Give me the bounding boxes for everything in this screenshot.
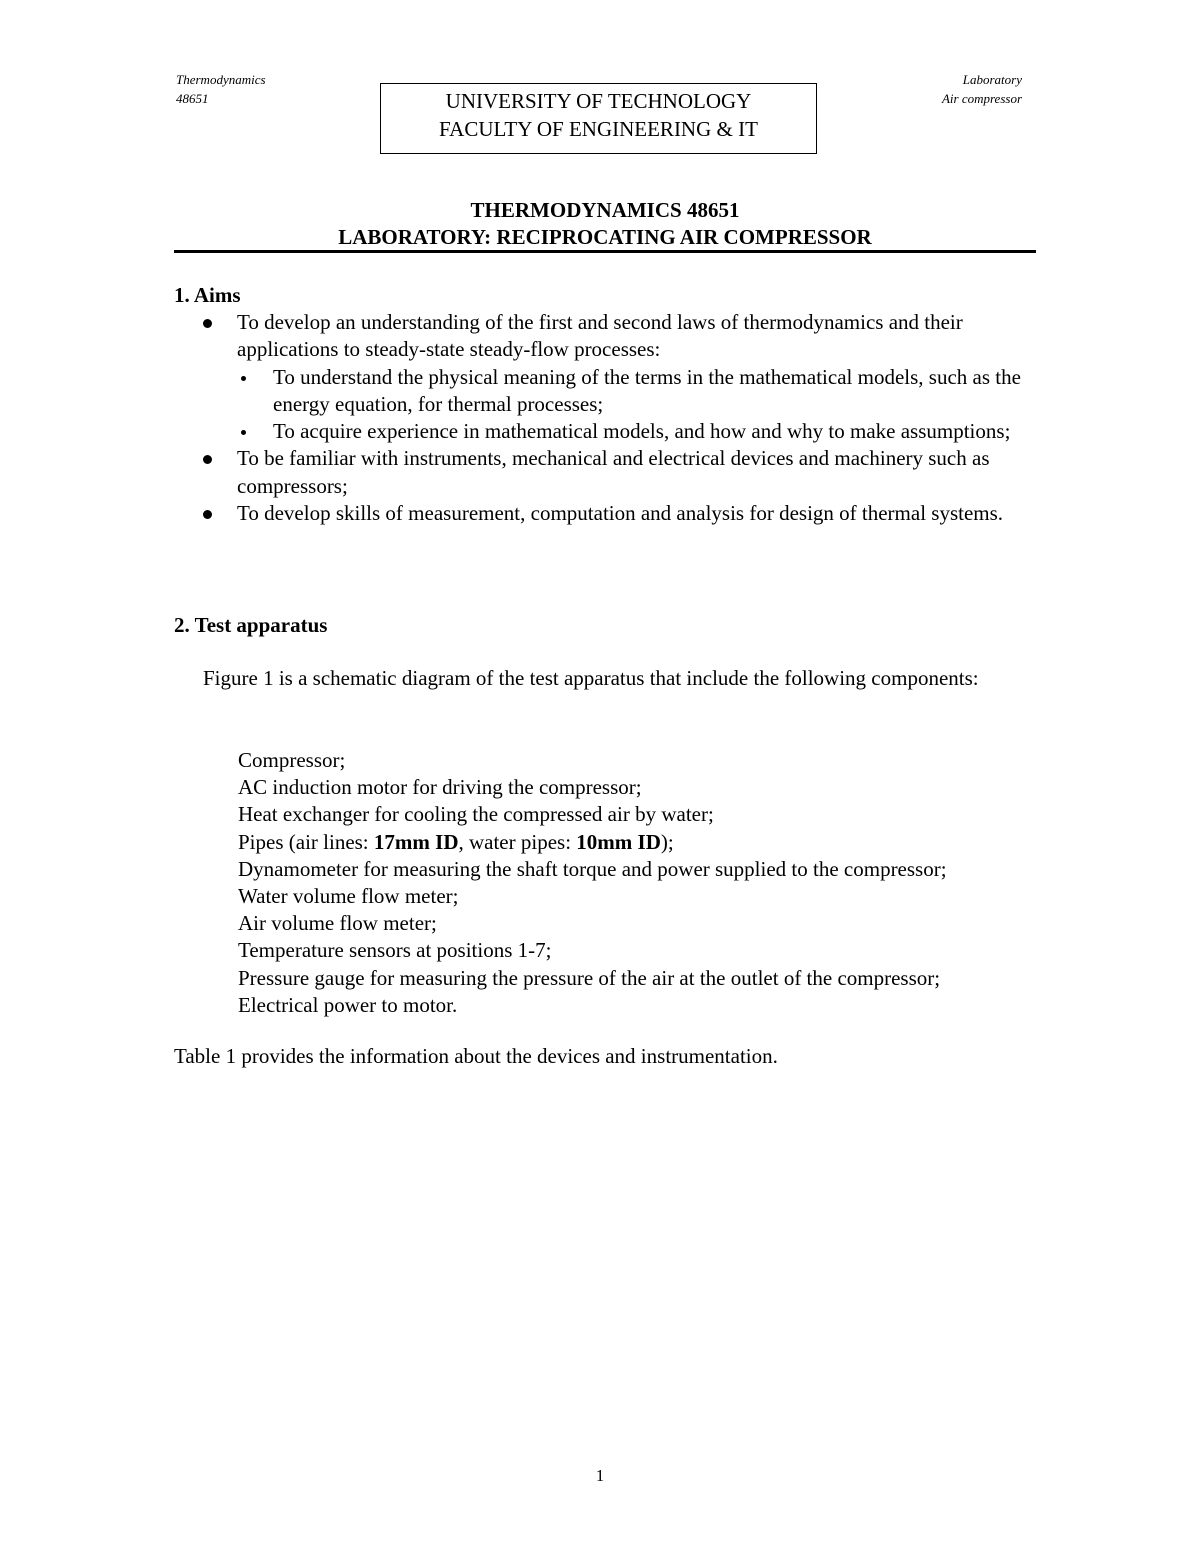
header-course-name: Thermodynamics bbox=[176, 72, 266, 87]
list-item bbox=[174, 445, 1054, 500]
component-item: Temperature sensors at positions 1-7; bbox=[238, 938, 552, 963]
sub-bullet-icon bbox=[241, 376, 246, 381]
header-left bbox=[176, 70, 266, 108]
table-note: Table 1 provides the information about the devices and instrumentation. bbox=[174, 1044, 778, 1068]
document-title bbox=[174, 197, 1036, 251]
component-list bbox=[238, 747, 1058, 1019]
component-item-pipes bbox=[238, 829, 1058, 856]
component-item: Pressure gauge for measuring the pressure of the air at the outlet of the compressor; bbox=[238, 965, 941, 990]
faculty-name: FACULTY OF ENGINEERING & IT bbox=[439, 117, 758, 141]
pipes-text-a: Pipes (air lines: bbox=[238, 829, 374, 854]
header-course-code: 48651 bbox=[176, 91, 209, 106]
page-number: 1 bbox=[595, 1466, 605, 1485]
bullet-icon bbox=[203, 510, 212, 519]
component-item: Electrical power to motor. bbox=[238, 992, 458, 1017]
aims-heading: 1. Aims bbox=[174, 283, 241, 307]
header-lab-label: Laboratory bbox=[962, 72, 1022, 87]
aim-item-3: To develop skills of measurement, computation and analysis for design of thermal systems. bbox=[237, 501, 1004, 526]
aim-sub-item-2: To acquire experience in mathematical models, and how and why to make assumptions; bbox=[273, 419, 1011, 444]
title-divider bbox=[174, 250, 1036, 253]
aim-item-1: To develop an understanding of the first and second laws of thermodynamics and their applications to steady-state steady-flow processes: bbox=[237, 310, 963, 362]
component-item: Dynamometer for measuring the shaft torque and power supplied to the compressor; bbox=[238, 856, 947, 881]
bullet-icon bbox=[203, 319, 212, 328]
apparatus-intro: Figure 1 is a schematic diagram of the test apparatus that include the following components: bbox=[203, 666, 979, 690]
component-item: Heat exchanger for cooling the compressed air by water; bbox=[238, 802, 714, 827]
component-item: AC induction motor for driving the compressor; bbox=[238, 775, 642, 800]
component-item: Air volume flow meter; bbox=[238, 911, 437, 936]
list-item bbox=[174, 364, 1054, 419]
aim-item-2: To be familiar with instruments, mechanical and electrical devices and machinery such as compressors; bbox=[237, 446, 990, 498]
apparatus-heading: 2. Test apparatus bbox=[174, 613, 328, 637]
bullet-icon bbox=[203, 455, 212, 464]
list-item bbox=[174, 309, 1054, 364]
list-item bbox=[174, 500, 1054, 527]
component-item: Water volume flow meter; bbox=[238, 884, 459, 909]
aim-sub-item-1: To understand the physical meaning of the terms in the mathematical models, such as the energy equation, for thermal processes; bbox=[273, 364, 1021, 416]
pipes-text-e: ); bbox=[660, 829, 674, 854]
sub-bullet-icon bbox=[241, 430, 246, 435]
air-line-diameter: 17mm ID bbox=[373, 829, 459, 854]
title-line-1: THERMODYNAMICS 48651 bbox=[470, 198, 740, 222]
university-name: UNIVERSITY OF TECHNOLOGY bbox=[445, 89, 752, 113]
title-line-2: LABORATORY: RECIPROCATING AIR COMPRESSOR bbox=[338, 225, 872, 249]
list-item bbox=[174, 418, 1054, 445]
header-lab-topic: Air compressor bbox=[941, 91, 1022, 106]
pipes-text-c: , water pipes: bbox=[458, 829, 577, 854]
aims-list bbox=[174, 309, 1054, 527]
water-pipe-diameter: 10mm ID bbox=[576, 829, 661, 854]
university-box bbox=[380, 83, 817, 154]
header-right bbox=[942, 70, 1022, 108]
component-item: Compressor; bbox=[238, 748, 346, 772]
